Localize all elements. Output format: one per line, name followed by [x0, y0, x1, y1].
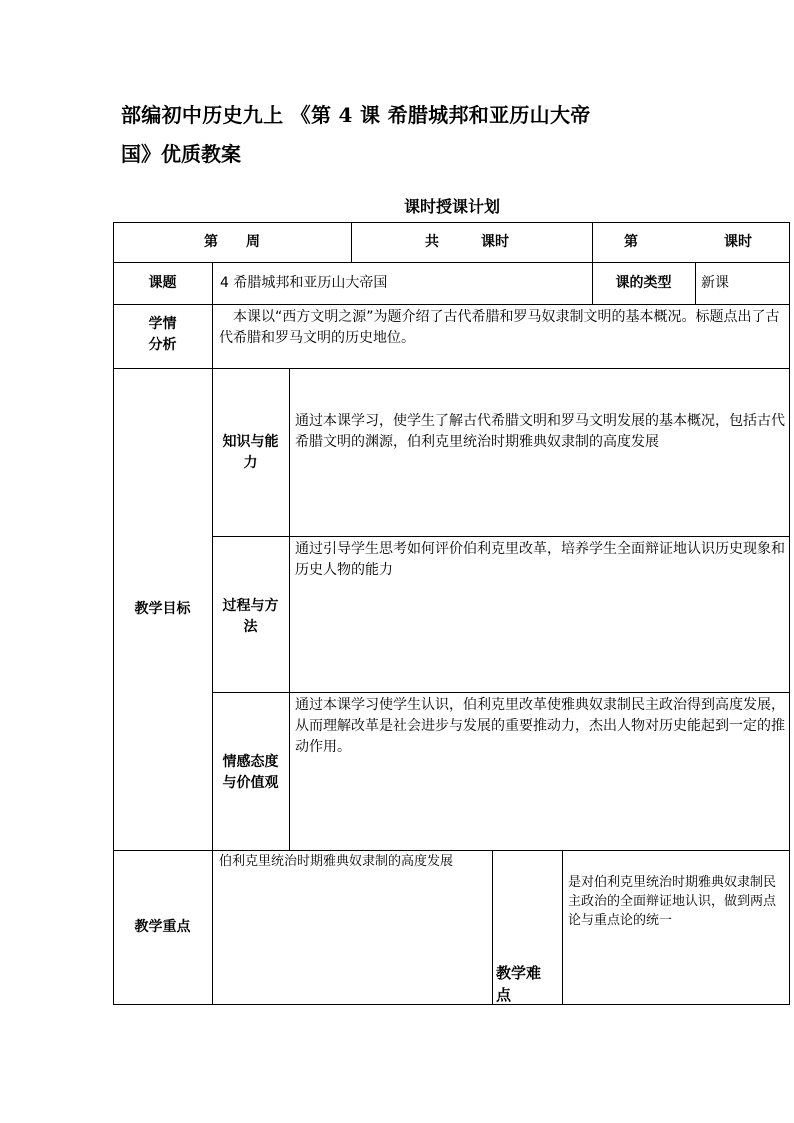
difficulty-label — [496, 962, 560, 1006]
key-points-text: 伯利克里统治时期雅典奴隶制的高度发展 — [219, 854, 454, 869]
goal-process-text: 通过引导学生思考如何评价伯利克里改革，培养学生全面辩证地认识历史现象和历史人物的能力 — [295, 541, 785, 578]
lesson-type-label: 课的类型 — [615, 275, 672, 291]
col-divider — [562, 850, 563, 1005]
col-divider — [351, 222, 352, 262]
row-divider — [113, 262, 790, 263]
goal-knowledge-text: 通过本课学习，使学生了解古代希腊文明和罗马文明发展的基本概况，包括古代希腊文明的渊源，伯利克里统治时期雅典奴隶制的高度发展 — [295, 413, 785, 450]
document-title — [121, 96, 681, 174]
teaching-goals-label: 教学目标 — [134, 601, 191, 617]
lesson-type-value: 新课 — [701, 275, 729, 291]
goal-emotion-text: 通过本课学习使学生认识，伯利克里改革使雅典奴隶制民主政治得到高度发展，从而理解改革是社会进步与发展的重要推动力，杰出人物对历史能起到一定的推动作用。 — [295, 697, 785, 755]
topic-value: 4 希腊城邦和亚历山大帝国 — [220, 275, 388, 291]
key-points-label: 教学重点 — [134, 919, 191, 935]
col-divider — [695, 262, 696, 304]
goal-emotion-label-line-1: 情感态度 — [222, 754, 279, 770]
goal-row-divider — [212, 536, 790, 537]
row-divider — [113, 304, 790, 305]
goal-emotion-label-line-2: 与价值观 — [222, 775, 279, 791]
col-divider — [212, 262, 213, 304]
row-divider — [113, 368, 790, 369]
goal-knowledge-label — [212, 432, 289, 474]
goal-process-label-line-1: 过程与方 — [222, 598, 279, 614]
col-divider — [492, 850, 493, 1005]
difficulty-label-line-1: 教学难 — [496, 964, 542, 982]
header-lesson-number-suffix: 课时 — [724, 234, 752, 250]
analysis-label-line-2: 分析 — [148, 337, 177, 353]
header-total-lessons: 共 课时 — [425, 234, 509, 250]
difficulty-label-line-2: 点 — [496, 986, 512, 1004]
goal-knowledge-label-line-2: 力 — [243, 455, 258, 471]
document-title-line-1: 部编初中历史九上 《第 4 课 希腊城邦和亚历山大帝 — [121, 103, 591, 127]
goal-process-label-line-2: 法 — [243, 619, 258, 635]
analysis-text: 本课以“西方文明之源”为题介绍了古代希腊和罗马奴隶制文明的基本概况。标题点出了古代希腊和罗马文明的历史地位。 — [219, 309, 780, 346]
col-divider — [212, 850, 213, 1005]
goal-emotion-label — [212, 752, 289, 794]
header-week: 第 周 — [204, 234, 260, 250]
plan-title: 课时授课计划 — [403, 197, 500, 216]
topic-label: 课题 — [148, 275, 177, 291]
goal-row-divider — [212, 692, 790, 693]
document-title-line-2: 国》优质教案 — [121, 142, 241, 166]
analysis-label-line-1: 学情 — [148, 316, 177, 332]
header-lesson-number-prefix: 第 — [624, 234, 638, 250]
difficulty-text: 是对伯利克里统治时期雅典奴隶制民主政治的全面辩证地认识，做到两点论与重点论的统一 — [568, 875, 777, 928]
analysis-label — [113, 314, 212, 356]
goal-knowledge-label-line-1: 知识与能 — [222, 434, 279, 450]
col-divider — [289, 368, 290, 850]
goal-process-label — [212, 596, 289, 638]
col-divider — [212, 304, 213, 368]
